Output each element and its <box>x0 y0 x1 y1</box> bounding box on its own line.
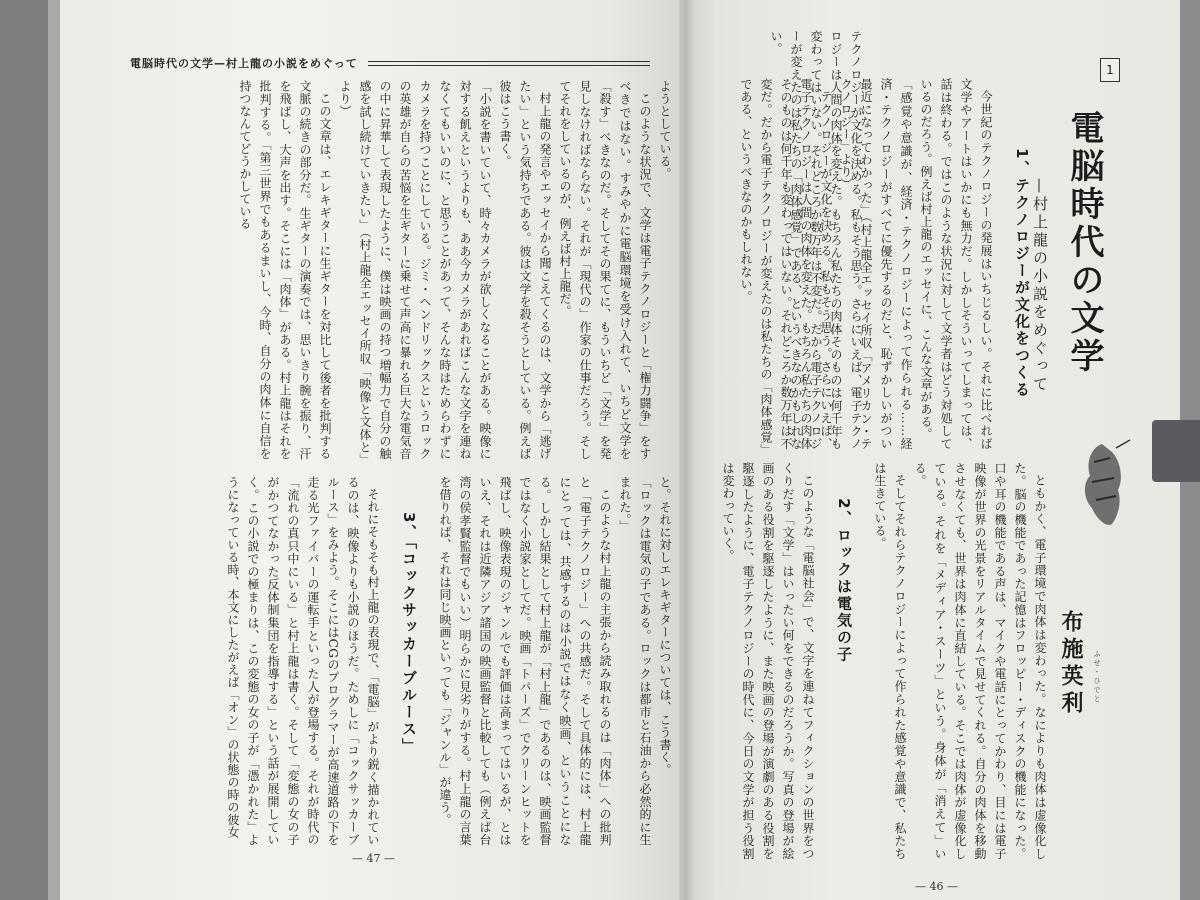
right-page-upper-text-cont <box>690 30 866 450</box>
paragraph: それにそもそも村上龍の表現で、「電脳」がより鋭く描かれているのは、映像よりも小説のほうだ。ためしに「コックサッカーブルース」をみよう。そこにはCGのプログラマーが高速道路の下を走る光ファイバーの運転手といった人が登場する。それが時代の「流れの真只中にいる」と村上龍は書く。そして「変態の女の子がかつてなかった反体制集団を指導する」という話が展開していく。この小説での極まりは、この変態の女の子が「憑かれた」ようになっている時、本文にしたがえば「オン」の状態の時の彼女 <box>226 476 380 846</box>
paragraph: このような状況で、文学は電子テクノロジーと「権力闘争」をすべきではない。すみやかに電脳環境を受け入れて、いちど文学を「殺す」べきなのだ。そしてその果てに、もういちど「文学」を発見しなければならない。それが「現代の」作家の仕事だろう。そしてそれをしているのが、例えば村上龍だ。 <box>558 80 652 461</box>
right-page-lower-text <box>690 462 1050 860</box>
author-portrait-illustration <box>1072 438 1132 534</box>
section-heading-2: 2、ロックは電気の子 <box>835 498 853 664</box>
paragraph: と。それに対しエレキギターについては、こう書く。 <box>658 476 672 776</box>
page-number-left: — 47 — <box>352 852 395 865</box>
paragraph: 村上龍の発言やエッセイから聞こえてくるのは、文学から「逃げたい」という気持ちである。彼は文学を殺そうとしている。例えば彼はこう書く。 <box>498 80 552 460</box>
paragraph: 今世紀のテクノロジーの発展はいちじるしい。それに比べれば文学やアートはいかにも無力だ。しかしそういってしまっては、話は終わる。ではこのような状況に対して文学者はどう対処しているのだろう。例えば村上龍のエッセイに、こんな文章がある。 <box>919 78 993 450</box>
right-page-upper-text <box>739 78 1048 451</box>
left-page-upper-text <box>135 80 675 460</box>
paragraph: ようとしている。 <box>658 80 672 180</box>
paragraph: テクノロジーが文化を決める。私もそう思う。さらにいえば、電子テクノロジーは人間の肉体を変えた。もちろん私たちの肉体そのものは何千年も変わってはいない。それどころか数万年は不変だ。だから電子テクノロジーが変えたのは私たちの「肉体感覚」である、というべきなのかもしれない。 <box>769 30 863 450</box>
paragraph: そしてそれらテクノロジーによって作られた感覚や意識で、私たちは生きている。 <box>873 462 907 860</box>
running-head-rule <box>368 61 650 66</box>
quote-paragraph: 「感覚や意識が、経済・テクノロジーによって作られる……経済・テクノロジーがすべてに優先するのだと、恥ずかしいがつい最近になってわかった」（村上龍全エッセイ所収「アメリカン・テクノロジー」より） <box>839 78 913 451</box>
chapter-number: 1 <box>1100 58 1120 82</box>
paragraph: このような村上龍の主張から読み取れるのは「肉体」への批判と「電子テクノロジー」への共感だ。そして具体的には、村上龍にとっては、共感するのは小説ではなく映画、ということになる。しかし結果として村上龍が「村上龍」であるのは、映画監督ではなく小説家としてだ。映画「トパーズ」でクリーンヒットを飛ばし、映像表現のジャンルでも評価は高まってはいるが、とはいえ、それは近隣アジア諸国の映画監督と比較しても（例えば台湾の侯孝賢監督でもいい）明らかに見劣りがする。村上龍の言葉を借りれば、それは同じ映画といっても「ジャンル」が違う。 <box>438 476 612 846</box>
paragraph: テクノロジーが文化を決める。私もそう思う。さらにいえば、電子テクノロジーは人間の肉体を変えた。もちろん私たちの肉体そのものは何千年も変わってはいない。それどころか数万年は不変だ。だから電子テクノロジーが変えたのは私たちの「肉体感覚」である、というべきなのかもしれない。 <box>739 78 833 450</box>
section-heading-1: 1、テクノロジーが文化をつくる <box>1013 148 1031 399</box>
running-head-text: 電脳時代の文学—村上龍の小説をめぐって <box>130 57 358 70</box>
section-heading-3: 3、「コックサッカーブルース」 <box>400 512 418 755</box>
paragraph: この文章は、エレキギターに生ギターを対比して後者を批判する文脈の続きの部分だ。生ギターの演奏では、思いきり腕を振り、汗を飛ばし、大声を出す。そこには「肉体」がある。村上龍はそれを批判する。「第三世界でもあるまいし、今時、自分の肉体に自信を持つなんてどうかしている <box>238 80 332 461</box>
price-tag-corner <box>1152 420 1200 482</box>
paragraph: ともかく、電子環境で肉体は変わった。なによりも肉体は虚像化した。脳の機能であった記憶はフロッピー・ディスクの機能になった。口や耳の機能である声は、マイクや電話にとってかわり、目には電子映像が世界の光景をリアルタイムで見せてくれる。自分の肉体を移動させなくても、世界は肉体に直結している。そこでは肉体が虚像化している。それを「メディア・スーツ」という。身体が「消えて」いる。 <box>913 462 1047 861</box>
quote-paragraph: 「小説を書いていて、時々カメラが欲しくなることがある。映像に対する飢えというよりも、ああ今カメラがあればこんな文字を連ねなくてもいいのに、と思うことがあって、そんな時はためらわずにカメラを持つことにしている。ジミ・ヘンドリックスというロックの英雄が自らの苦悩を生ギターに乗せて声高に暴れる巨大な電気音の中に昇華して表現したように、僕は映画の持つ増幅力で自分の触感を試し続けていきたい」（村上龍全エッセイ所収「映像と文体と」より） <box>338 80 492 461</box>
author-name-reading: ふせ・ひでと <box>1093 650 1101 704</box>
left-page-lower-text <box>135 476 675 846</box>
running-head <box>130 52 650 74</box>
paragraph: このような「電脳社会」で、文字を連ねてフィクションの世界をつくりだす「文学」はいったい何をできるのだろうか。写真の登場が絵画のある役割を駆逐したように、また映画の登場が演劇のある役割を駆逐したように、電子テクノロジーの時代に、今日の文学が担う役割は変わっていく。 <box>721 462 815 860</box>
page-number-right: — 46 — <box>915 880 958 893</box>
quote-paragraph: 「ロックは電気の子である。ロックは都市と石油から必然的に生まれた。」 <box>618 476 652 846</box>
article-subtitle: —村上龍の小説をめぐって <box>1031 178 1049 394</box>
article-title: 電脳時代の文学 <box>1064 110 1104 376</box>
author-name: 布施英利 <box>1058 610 1083 718</box>
